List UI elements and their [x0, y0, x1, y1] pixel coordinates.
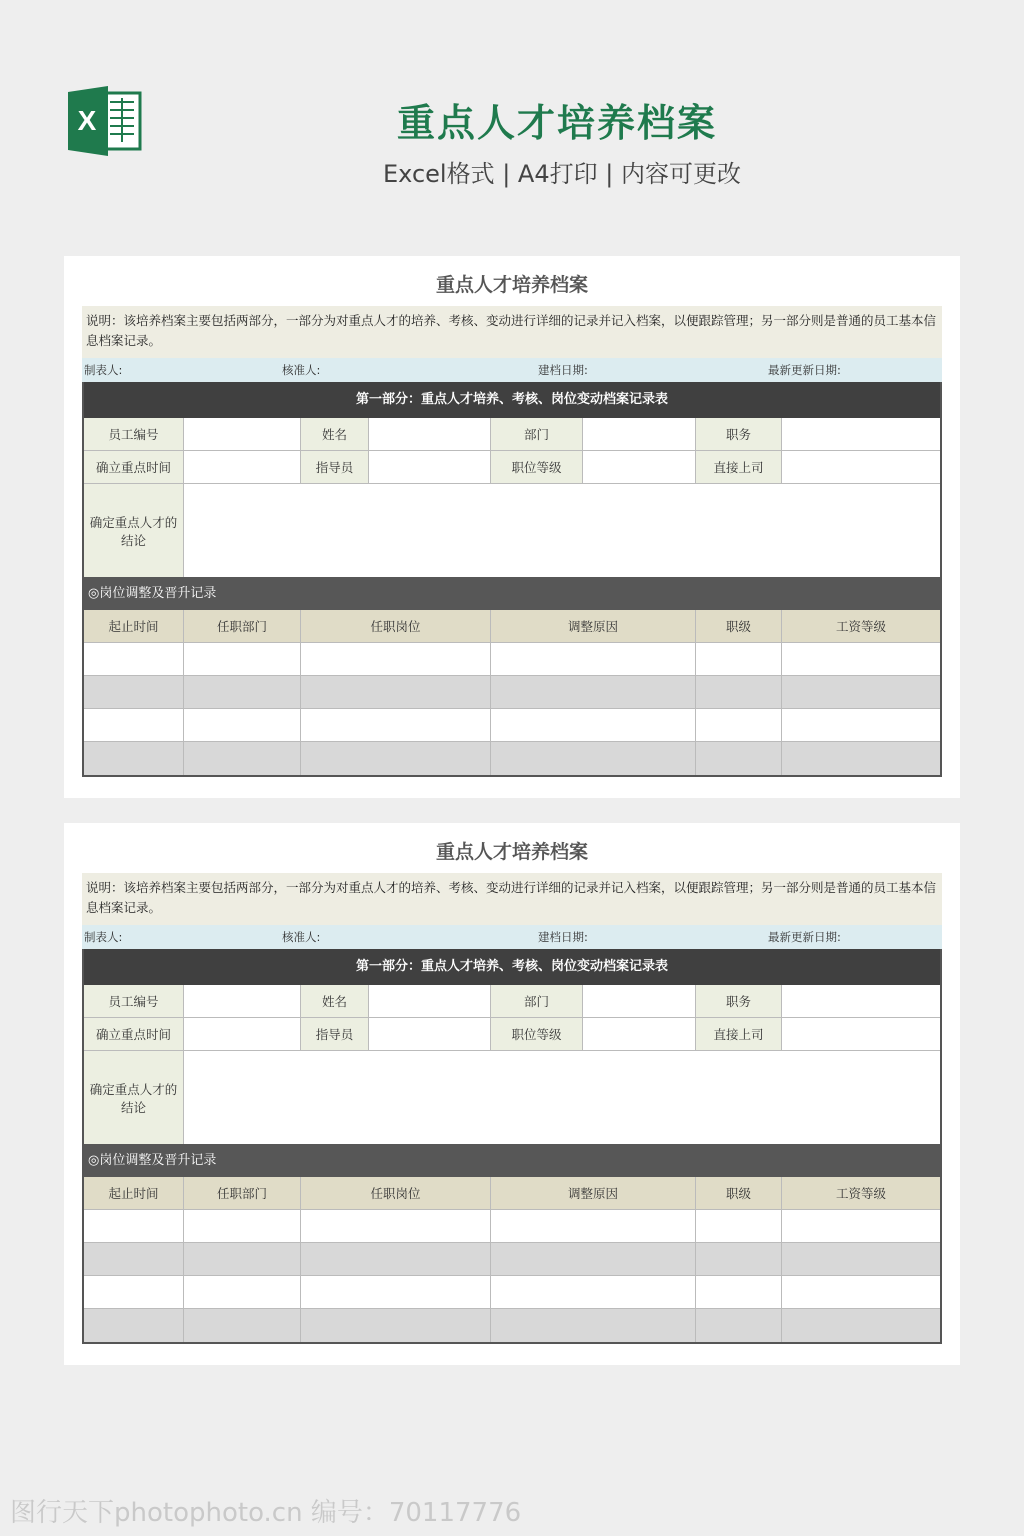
table-cell[interactable]: [84, 1309, 184, 1342]
maker-label: 制表人:: [84, 930, 123, 944]
table-cell[interactable]: [184, 676, 301, 708]
table-cell[interactable]: [184, 643, 301, 675]
table-cell[interactable]: [696, 643, 782, 675]
input-cell[interactable]: [782, 985, 940, 1017]
input-cell[interactable]: [782, 1018, 940, 1050]
maker-label: 制表人:: [84, 363, 123, 377]
table-cell[interactable]: [301, 676, 491, 708]
table-cell[interactable]: [491, 1210, 696, 1242]
sheet-preview-1: [64, 256, 960, 798]
info-row-1: [84, 418, 940, 451]
table-cell[interactable]: [696, 1309, 782, 1342]
table-cell[interactable]: [782, 742, 940, 775]
label-cell: 直接上司: [696, 451, 782, 483]
table-cell[interactable]: [696, 1243, 782, 1275]
logo-letter: X: [77, 105, 97, 136]
table-cell[interactable]: [84, 1243, 184, 1275]
input-cell[interactable]: [184, 418, 301, 450]
table-cell[interactable]: [301, 1276, 491, 1308]
updated-label: 最新更新日期:: [768, 930, 841, 944]
table-row: [84, 709, 940, 742]
table-cell[interactable]: [491, 1276, 696, 1308]
table-cell[interactable]: [782, 1210, 940, 1242]
input-cell[interactable]: [583, 985, 696, 1017]
subtitle: Excel格式 | A4打印 | 内容可更改: [383, 160, 741, 188]
info-row-2: [84, 451, 940, 484]
input-cell[interactable]: [184, 985, 301, 1017]
label-cell: 指导员: [301, 1018, 369, 1050]
table-row: [84, 1243, 940, 1276]
table-cell[interactable]: [84, 742, 184, 775]
info-row-2: [84, 1018, 940, 1051]
label-cell: 员工编号: [84, 985, 184, 1017]
table-cell[interactable]: [184, 1309, 301, 1342]
input-cell[interactable]: [583, 418, 696, 450]
table-cell[interactable]: [84, 1210, 184, 1242]
table-cell[interactable]: [491, 709, 696, 741]
table-cell[interactable]: [491, 643, 696, 675]
meta-row: [82, 925, 942, 949]
created-label: 建档日期:: [538, 930, 588, 944]
table-cell[interactable]: [184, 709, 301, 741]
table-cell[interactable]: [84, 676, 184, 708]
description: 说明：该培养档案主要包括两部分，一部分为对重点人才的培养、考核、变动进行详细的记录并记入档案，以便跟踪管理；另一部分则是普通的员工基本信息档案记录。: [82, 873, 942, 925]
table-cell[interactable]: [184, 1276, 301, 1308]
column-header: 起止时间: [84, 1177, 184, 1209]
conclusion-row: [84, 1051, 940, 1144]
page-header: [0, 0, 1024, 230]
label-cell: 职位等级: [491, 451, 583, 483]
label-cell: 姓名: [301, 418, 369, 450]
table-cell[interactable]: [782, 676, 940, 708]
sheet-preview-2: [64, 823, 960, 1365]
input-cell[interactable]: [369, 451, 491, 483]
conclusion-input[interactable]: [184, 484, 940, 577]
info-row-1: [84, 985, 940, 1018]
input-cell[interactable]: [369, 1018, 491, 1050]
section-title: ◎岗位调整及晋升记录: [84, 1144, 940, 1177]
input-cell[interactable]: [782, 451, 940, 483]
column-header-row: [84, 610, 940, 643]
table-cell[interactable]: [301, 709, 491, 741]
input-cell[interactable]: [583, 1018, 696, 1050]
table-cell[interactable]: [301, 1243, 491, 1275]
column-header: 职级: [696, 1177, 782, 1209]
description: 说明：该培养档案主要包括两部分，一部分为对重点人才的培养、考核、变动进行详细的记录并记入档案，以便跟踪管理；另一部分则是普通的员工基本信息档案记录。: [82, 306, 942, 358]
label-cell: 员工编号: [84, 418, 184, 450]
input-cell[interactable]: [184, 451, 301, 483]
label-cell: 确立重点时间: [84, 451, 184, 483]
sheet-title: 重点人才培养档案: [435, 274, 588, 296]
column-header: 任职部门: [184, 610, 301, 642]
input-cell[interactable]: [782, 418, 940, 450]
watermark: 图行天下photophoto.cn 编号：70117776: [10, 1498, 522, 1528]
updated-label: 最新更新日期:: [768, 363, 841, 377]
column-header: 调整原因: [491, 1177, 696, 1209]
label-cell: 直接上司: [696, 1018, 782, 1050]
main-title: 重点人才培养档案: [396, 101, 717, 145]
approver-label: 核准人:: [282, 930, 321, 944]
column-header: 任职岗位: [301, 610, 491, 642]
table-cell[interactable]: [491, 676, 696, 708]
label-cell: 指导员: [301, 451, 369, 483]
column-header: 任职岗位: [301, 1177, 491, 1209]
table-cell[interactable]: [782, 709, 940, 741]
label-cell: 职务: [696, 985, 782, 1017]
sheet-title: 重点人才培养档案: [435, 841, 588, 863]
part1-title: 第一部分：重点人才培养、考核、岗位变动档案记录表: [84, 382, 940, 418]
table-row: [84, 676, 940, 709]
label-cell: 确立重点时间: [84, 1018, 184, 1050]
conclusion-label: 确定重点人才的结论: [84, 484, 184, 577]
input-cell[interactable]: [583, 451, 696, 483]
table-cell[interactable]: [491, 1243, 696, 1275]
label-cell: 部门: [491, 418, 583, 450]
input-cell[interactable]: [369, 418, 491, 450]
table-cell[interactable]: [84, 1276, 184, 1308]
column-header: 职级: [696, 610, 782, 642]
column-header: 调整原因: [491, 610, 696, 642]
record-table: [82, 382, 942, 777]
column-header: 工资等级: [782, 610, 940, 642]
table-cell[interactable]: [696, 1276, 782, 1308]
table-cell[interactable]: [184, 1243, 301, 1275]
part1-title: 第一部分：重点人才培养、考核、岗位变动档案记录表: [84, 949, 940, 985]
table-cell[interactable]: [782, 1276, 940, 1308]
table-cell[interactable]: [782, 643, 940, 675]
label-cell: 职务: [696, 418, 782, 450]
table-cell[interactable]: [301, 643, 491, 675]
table-row: [84, 1309, 940, 1342]
table-cell[interactable]: [491, 742, 696, 775]
table-cell[interactable]: [184, 1210, 301, 1242]
column-header: 工资等级: [782, 1177, 940, 1209]
table-cell[interactable]: [84, 709, 184, 741]
table-row: [84, 1276, 940, 1309]
table-cell[interactable]: [184, 742, 301, 775]
table-cell[interactable]: [301, 1210, 491, 1242]
table-cell[interactable]: [782, 1243, 940, 1275]
label-cell: 姓名: [301, 985, 369, 1017]
column-header: 任职部门: [184, 1177, 301, 1209]
table-row: [84, 1210, 940, 1243]
table-row: [84, 742, 940, 775]
conclusion-input[interactable]: [184, 1051, 940, 1144]
record-table: [82, 949, 942, 1344]
section-title: ◎岗位调整及晋升记录: [84, 577, 940, 610]
table-cell[interactable]: [696, 676, 782, 708]
label-cell: 部门: [491, 985, 583, 1017]
conclusion-row: [84, 484, 940, 577]
meta-row: [82, 358, 942, 382]
label-cell: 职位等级: [491, 1018, 583, 1050]
table-cell[interactable]: [696, 742, 782, 775]
table-cell[interactable]: [84, 643, 184, 675]
column-header-row: [84, 1177, 940, 1210]
input-cell[interactable]: [369, 985, 491, 1017]
conclusion-label: 确定重点人才的结论: [84, 1051, 184, 1144]
created-label: 建档日期:: [538, 363, 588, 377]
table-cell[interactable]: [301, 742, 491, 775]
table-row: [84, 643, 940, 676]
table-cell[interactable]: [696, 1210, 782, 1242]
input-cell[interactable]: [184, 1018, 301, 1050]
table-cell[interactable]: [696, 709, 782, 741]
column-header: 起止时间: [84, 610, 184, 642]
table-cell[interactable]: [301, 1309, 491, 1342]
table-cell[interactable]: [782, 1309, 940, 1342]
approver-label: 核准人:: [282, 363, 321, 377]
table-cell[interactable]: [491, 1309, 696, 1342]
